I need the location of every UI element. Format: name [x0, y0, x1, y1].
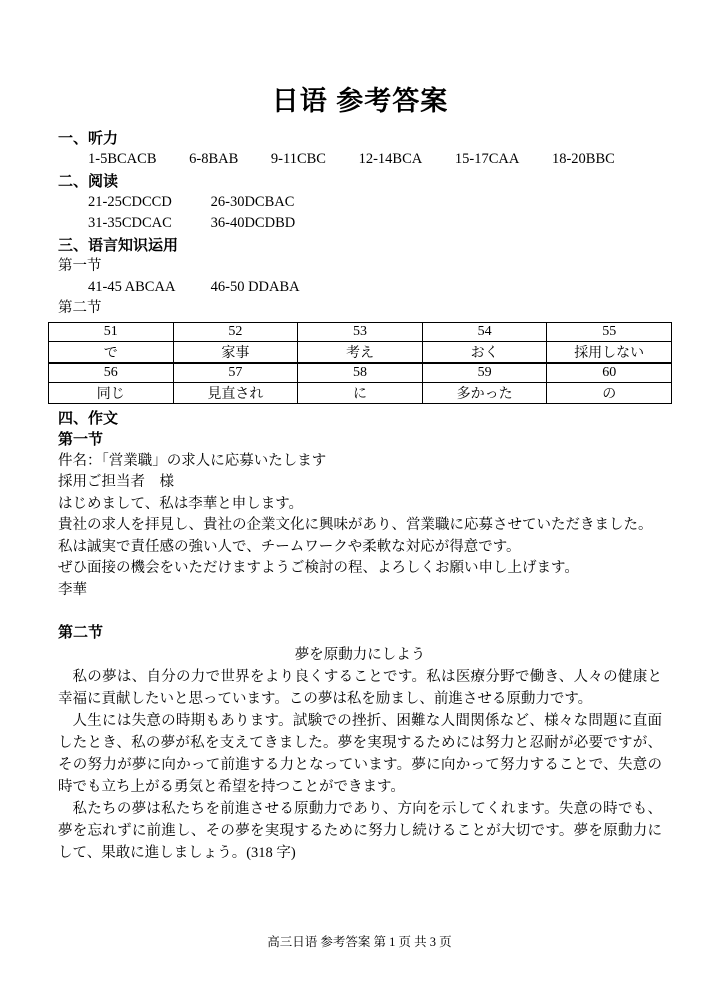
document-title: 日语 参考答案	[271, 86, 449, 116]
table-cell: 見直され	[173, 382, 298, 403]
table-cell: 55	[547, 323, 672, 342]
reading-answers-row1	[58, 192, 662, 214]
essay-paragraph: 私たちの夢は私たちを前進させる原動力であり、方向を示してくれます。失意の時でも、夢を忘れずに前進し、その夢を実現するために努力し続けることが大切です。夢を原動力にして、果敢に進しましょう。(318 字)	[58, 801, 662, 861]
writing-part2-label: 第二节	[58, 624, 104, 641]
writing-part1-label: 第一节	[58, 430, 104, 448]
section-heading-language: 三、语言知识运用	[58, 236, 179, 254]
answer-group: 9-11CBC	[270, 151, 326, 167]
table-cell: で	[49, 342, 174, 364]
answer-group: 26-30DCBAC	[210, 193, 295, 210]
answer-group: 15-17CAA	[454, 151, 520, 167]
table-cell: の	[547, 382, 672, 403]
answer-group: 18-20BBC	[551, 151, 615, 167]
answer-group: 36-40DCDBD	[210, 215, 296, 231]
letter-line: 李華	[58, 581, 87, 598]
table-cell: 59	[422, 363, 547, 382]
letter-line: 貴社の求人を拝見し、貴社の企業文化に興味があり、営業職に応募させていただきました。	[58, 517, 653, 533]
language-part1-label: 第一节	[58, 257, 102, 274]
sample-letter	[58, 451, 662, 602]
answer-group: 21-25CDCCD	[88, 193, 172, 210]
letter-line: 採用ご担当者 様	[58, 474, 174, 490]
answer-group: 1-5BCACB	[88, 151, 157, 167]
table-cell: 53	[298, 323, 423, 342]
listening-answers-line	[58, 149, 662, 171]
table-cell: 52	[173, 323, 298, 342]
table-cell: 58	[298, 363, 423, 382]
table-row	[49, 323, 672, 342]
page-footer: 高三日语 参考答案 第 1 页 共 3 页	[267, 935, 452, 949]
section-heading-listening: 一、听力	[58, 130, 119, 147]
section-heading-writing: 四、作文	[58, 409, 119, 427]
table-cell: 考え	[298, 342, 423, 364]
answer-group: 12-14BCA	[358, 151, 423, 167]
letter-line: 件名：「営業職」の求人に応募いたします	[58, 452, 327, 469]
letter-line: ぜひ面接の機会をいただけますようご検討の程、よろしくお願い申し上げます。	[58, 560, 579, 576]
table-cell: 57	[173, 363, 298, 382]
essay-paragraph: 私の夢は、自分の力で世界をより良くすることです。私は医療分野で働き、人々の健康と幸福に貢献したいと思っています。この夢は私を励まし、前進させる原動力です。	[58, 669, 662, 707]
table-cell: 54	[422, 323, 547, 342]
answer-group: 31-35CDCAC	[88, 215, 172, 231]
answer-group: 41-45 ABCAA	[88, 278, 176, 295]
table-row	[49, 382, 672, 403]
table-row	[49, 363, 672, 382]
table-cell: 同じ	[49, 382, 174, 403]
reading-answers-row2	[58, 213, 662, 235]
table-cell: 採用しない	[547, 342, 672, 364]
table-cell: 家事	[173, 342, 298, 364]
table-cell: に	[298, 382, 423, 403]
table-cell: 51	[49, 323, 174, 342]
essay-title: 夢を原動力にしよう	[294, 647, 426, 663]
language-part1-answers	[58, 277, 662, 299]
section-heading-reading: 二、阅读	[58, 172, 119, 190]
letter-line: はじめまして、私は李華と申します。	[58, 495, 304, 512]
letter-line: 私は誠実で責任感の強い人で、チームワークや柔軟な対応が得意です。	[58, 538, 521, 555]
table-cell: 多かった	[422, 382, 547, 403]
table-row	[49, 342, 672, 364]
table-cell: 56	[49, 363, 174, 382]
language-part2-label: 第二节	[58, 300, 102, 316]
answer-group: 46-50 DDABA	[210, 278, 300, 295]
fill-in-answer-table	[48, 322, 672, 404]
essay-paragraph: 人生には失意の時期もあります。試験での挫折、困難な人間関係など、様々な問題に直面したとき、私の夢が私を支えてきました。夢を実現するためには努力と忍耐が必要ですが、その努力が夢に向かって前進する力となっています。夢に向かって努力することで、失意の時でも立ち上がる勇気と希望を持つことができます。	[58, 713, 662, 795]
table-cell: 60	[547, 363, 672, 382]
answer-group: 6-8BAB	[189, 151, 239, 167]
table-cell: おく	[422, 342, 547, 364]
